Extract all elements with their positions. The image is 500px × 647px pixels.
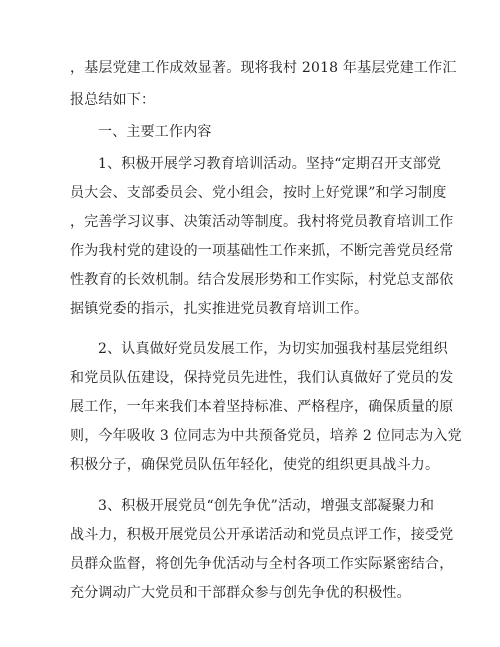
item-1-line-4: 作为我村党的建设的一项基础性工作来抓，不断完善党员经常 bbox=[70, 243, 454, 259]
item-2-line-2: 和党员队伍建设，保持党员先进性，我们认真做好了党员的发 bbox=[70, 370, 454, 386]
section-heading: 一、主要工作内容 bbox=[98, 124, 212, 140]
item-2-line-5: 积极分子，确保党员队伍年轻化，使党的组织更具战斗力。 bbox=[70, 457, 440, 473]
item-2-line-1: 2、认真做好党员发展工作，为切实加强我村基层党组织 bbox=[98, 341, 448, 357]
item-2-line-4: 则，今年吸收 3 位同志为中共预备党员，培养 2 位同志为入党 bbox=[70, 428, 462, 444]
item-1-line-1: 1、积极开展学习教育培训活动。坚持“定期召开支部党 bbox=[98, 156, 442, 172]
intro-line-1: ，基层党建工作成效显著。现将我村 2018 年基层党建工作汇 bbox=[70, 60, 457, 76]
item-1-line-3: ，完善学习议事、决策活动等制度。我村将党员教育培训工作 bbox=[70, 214, 454, 230]
item-1-line-6: 据镇党委的指示，扎实推进党员教育培训工作。 bbox=[70, 301, 369, 317]
item-2-line-3: 展工作，一年来我们本着坚持标准、严格程序，确保质量的原 bbox=[70, 399, 454, 415]
item-3-line-3: 员群众监督，将创先争优活动与全村各项工作实际紧密结合， bbox=[70, 556, 454, 572]
item-1-line-5: 性教育的长效机制。结合发展形势和工作实际，村党总支部依 bbox=[70, 272, 454, 288]
intro-line-2: 报总结如下： bbox=[70, 92, 156, 108]
item-3-line-1: 3、积极开展党员“创先争优”活动，增强支部凝聚力和 bbox=[98, 498, 435, 514]
item-3-line-4: 充分调动广大党员和干部群众参与创先争优的积极性。 bbox=[70, 585, 411, 601]
item-3-line-2: 战斗力，积极开展党员公开承诺活动和党员点评工作，接受党 bbox=[70, 527, 454, 543]
item-1-line-2: 员大会、支部委员会、党小组会，按时上好党课”和学习制度 bbox=[70, 185, 447, 201]
